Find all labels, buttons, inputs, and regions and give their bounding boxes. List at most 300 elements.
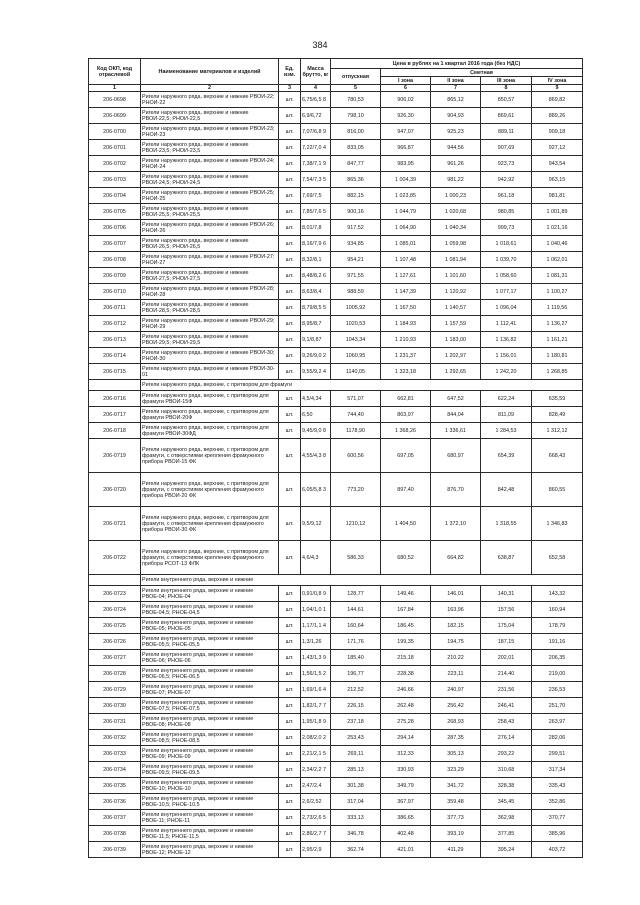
- item-sale-price: 900,16: [331, 204, 381, 220]
- table-row: [89, 602, 583, 618]
- item-name: Ригели наружного ряда, верхние, с притвором для фрамуги РВОИ-30ФД: [141, 423, 279, 439]
- item-name: Ригели внутреннего ряда, верхние и нижние РВОЕ-04; РНОЕ-04: [141, 586, 279, 602]
- item-zone-1-price: 1 404,50: [381, 507, 431, 541]
- item-zone-4-price: 869,82: [532, 92, 583, 108]
- item-name: Ригели внутреннего ряда, верхние и нижние РВОЕ-04,5; РНОЕ-04,5: [141, 602, 279, 618]
- item-zone-4-price: 143,32: [532, 586, 583, 602]
- item-zone-1-price: 330,93: [381, 762, 431, 778]
- item-zone-4-price: 963,15: [532, 172, 583, 188]
- item-unit: шт.: [279, 682, 301, 698]
- header-code: Код ОКП, код отраслевой: [89, 59, 141, 85]
- item-unit: шт.: [279, 698, 301, 714]
- item-zone-3-price: 140,31: [481, 586, 532, 602]
- item-zone-4-price: 191,16: [532, 634, 583, 650]
- item-name: Ригели внутреннего ряда, верхние и нижние РВОЕ-05,5; РНОЕ-05,5: [141, 634, 279, 650]
- table-row: [89, 730, 583, 746]
- item-mass: 8,01/7,8: [301, 220, 331, 236]
- item-zone-2-price: 223,11: [431, 666, 481, 682]
- item-zone-2-price: 1 059,98: [431, 236, 481, 252]
- table-row: [89, 124, 583, 140]
- item-unit: шт.: [279, 810, 301, 826]
- item-code: 206-0715: [89, 364, 141, 380]
- item-zone-4-price: 370,77: [532, 810, 583, 826]
- item-code: 206-0711: [89, 300, 141, 316]
- item-zone-2-price: 1 157,59: [431, 316, 481, 332]
- item-sale-price: 171,76: [331, 634, 381, 650]
- item-zone-2-price: 287,35: [431, 730, 481, 746]
- price-table: [88, 58, 583, 858]
- item-zone-2-price: 1 140,57: [431, 300, 481, 316]
- item-zone-1-price: 906,02: [381, 92, 431, 108]
- table-row: [89, 714, 583, 730]
- table-row: [89, 507, 583, 541]
- item-zone-4-price: 1 040,46: [532, 236, 583, 252]
- item-zone-1-price: 1 044,79: [381, 204, 431, 220]
- item-zone-4-price: 282,06: [532, 730, 583, 746]
- item-zone-4-price: 160,94: [532, 602, 583, 618]
- item-unit: шт.: [279, 507, 301, 541]
- item-zone-2-price: 1 040,34: [431, 220, 481, 236]
- item-unit: шт.: [279, 746, 301, 762]
- item-mass: 9,1/8,87: [301, 332, 331, 348]
- item-zone-4-price: 251,70: [532, 698, 583, 714]
- group-heading-row: [89, 575, 583, 586]
- item-name: Ригели наружного ряда, верхние, с притвором для фрамуги РВОИ-15Ф: [141, 391, 279, 407]
- item-code: 206-0734: [89, 762, 141, 778]
- item-mass: 7,85/7,6 5: [301, 204, 331, 220]
- item-zone-1-price: 1 184,93: [381, 316, 431, 332]
- item-zone-3-price: 187,15: [481, 634, 532, 650]
- item-name: Ригели наружного ряда, верхние и нижние РВОИ-24,5; РНОИ-24,5: [141, 172, 279, 188]
- item-unit: шт.: [279, 650, 301, 666]
- table-row: [89, 300, 583, 316]
- item-zone-3-price: 654,39: [481, 439, 532, 473]
- item-sale-price: 333,13: [331, 810, 381, 826]
- item-mass: 4,5/4,34: [301, 391, 331, 407]
- item-code: 206-0719: [89, 439, 141, 473]
- item-mass: 7,07/6,8 9: [301, 124, 331, 140]
- group-heading: Ригели внутреннего ряда, верхние и нижние: [141, 575, 583, 586]
- item-unit: шт.: [279, 316, 301, 332]
- item-code: 206-0704: [89, 188, 141, 204]
- item-zone-3-price: 175,04: [481, 618, 532, 634]
- item-name: Ригели наружного ряда, верхние и нижние РВОИ-28; РНОИ-28: [141, 284, 279, 300]
- item-zone-3-price: 1 112,41: [481, 316, 532, 332]
- item-zone-4-price: 981,81: [532, 188, 583, 204]
- table-row: [89, 316, 583, 332]
- item-code: 206-0708: [89, 252, 141, 268]
- item-mass: 2,95/2,9: [301, 842, 331, 858]
- item-mass: 1,95/1,8 9: [301, 714, 331, 730]
- item-zone-2-price: 876,70: [431, 473, 481, 507]
- item-zone-2-price: 961,26: [431, 156, 481, 172]
- item-mass: 1,43/1,3 9: [301, 650, 331, 666]
- table-row: [89, 92, 583, 108]
- item-zone-1-price: 662,81: [381, 391, 431, 407]
- item-name: Ригели наружного ряда, верхние и нижние РВОИ-25,5; РНОИ-25,5: [141, 204, 279, 220]
- item-mass: 7,54/7,3 5: [301, 172, 331, 188]
- item-zone-2-price: 393,19: [431, 826, 481, 842]
- item-unit: шт.: [279, 778, 301, 794]
- item-zone-4-price: 206,35: [532, 650, 583, 666]
- item-zone-4-price: 1 136,27: [532, 316, 583, 332]
- item-name: Ригели наружного ряда, верхние и нижние РВОИ-25; РНОИ-25: [141, 188, 279, 204]
- item-zone-3-price: 999,73: [481, 220, 532, 236]
- item-sale-price: 269,11: [331, 746, 381, 762]
- item-zone-3-price: 293,22: [481, 746, 532, 762]
- col-index-4: 4: [301, 85, 331, 92]
- item-mass: 9,55/9,2 4: [301, 364, 331, 380]
- item-mass: 1,82/1,7 7: [301, 698, 331, 714]
- page-number: 384: [312, 40, 328, 50]
- item-zone-4-price: 943,54: [532, 156, 583, 172]
- col-index-5: 5: [331, 85, 381, 92]
- item-zone-4-price: 909,18: [532, 124, 583, 140]
- item-sale-price: 212,52: [331, 682, 381, 698]
- item-zone-2-price: 1 372,10: [431, 507, 481, 541]
- table-row: [89, 842, 583, 858]
- item-zone-2-price: 680,97: [431, 439, 481, 473]
- item-name: Ригели наружного ряда, верхние и нижние РВОИ-24; РНОИ-24: [141, 156, 279, 172]
- item-zone-1-price: 402,48: [381, 826, 431, 842]
- table-row: [89, 762, 583, 778]
- item-zone-1-price: 947,07: [381, 124, 431, 140]
- table-row: [89, 284, 583, 300]
- item-zone-3-price: 362,98: [481, 810, 532, 826]
- item-mass: 2,21/2,1 5: [301, 746, 331, 762]
- item-mass: 2,08/2,0 2: [301, 730, 331, 746]
- table-body: [89, 92, 583, 858]
- item-zone-4-price: 1 021,16: [532, 220, 583, 236]
- item-unit: шт.: [279, 586, 301, 602]
- item-name: Ригели внутреннего ряда, верхние и нижние РВОЕ-07; РНОЕ-07: [141, 682, 279, 698]
- item-zone-1-price: 228,38: [381, 666, 431, 682]
- item-unit: шт.: [279, 156, 301, 172]
- item-zone-2-price: 377,73: [431, 810, 481, 826]
- item-unit: шт.: [279, 541, 301, 575]
- item-code: 206-0731: [89, 714, 141, 730]
- item-zone-3-price: 1 284,53: [481, 423, 532, 439]
- item-zone-2-price: 1 202,97: [431, 348, 481, 364]
- item-unit: шт.: [279, 794, 301, 810]
- item-zone-4-price: 1 312,12: [532, 423, 583, 439]
- item-mass: 8,79/8,5 5: [301, 300, 331, 316]
- col-index-9: 9: [532, 85, 583, 92]
- item-mass: 4,6/4,3: [301, 541, 331, 575]
- table-row: [89, 220, 583, 236]
- item-name: Ригели наружного ряда, верхние, с притвором для фрамуги РВОИ-20Ф: [141, 407, 279, 423]
- item-zone-2-price: 1 101,60: [431, 268, 481, 284]
- item-sale-price: 798,10: [331, 108, 381, 124]
- item-zone-2-price: 256,42: [431, 698, 481, 714]
- item-unit: шт.: [279, 842, 301, 858]
- item-code: 206-0700: [89, 124, 141, 140]
- item-sale-price: 226,15: [331, 698, 381, 714]
- item-name: Ригели наружного ряда, верхние, с притвором для фрамуги, с отверстиями крепления фрамужного прибора РВОИ-30 ФК: [141, 507, 279, 541]
- item-mass: 8,32/8,1: [301, 252, 331, 268]
- item-unit: шт.: [279, 188, 301, 204]
- col-index-8: 8: [481, 85, 532, 92]
- item-code: 206-0707: [89, 236, 141, 252]
- item-zone-4-price: 1 119,56: [532, 300, 583, 316]
- item-sale-price: 744,40: [331, 407, 381, 423]
- item-code: 206-0737: [89, 810, 141, 826]
- item-zone-4-price: 927,12: [532, 140, 583, 156]
- item-unit: шт.: [279, 348, 301, 364]
- item-mass: 1,69/1,6 4: [301, 682, 331, 698]
- item-name: Ригели внутреннего ряда, верхние и нижние РВОЕ-05; РНОЕ-05: [141, 618, 279, 634]
- item-name: Ригели наружного ряда, верхние и нижние РВОИ-28,5; РНОИ-28,5: [141, 300, 279, 316]
- item-zone-4-price: 1 346,83: [532, 507, 583, 541]
- item-sale-price: 773,20: [331, 473, 381, 507]
- item-code: 206-0722: [89, 541, 141, 575]
- item-sale-price: 1060,95: [331, 348, 381, 364]
- item-unit: шт.: [279, 391, 301, 407]
- item-name: Ригели внутреннего ряда, верхние и нижние РВОЕ-10; РНОЕ-10: [141, 778, 279, 794]
- item-zone-1-price: 262,48: [381, 698, 431, 714]
- col-index-6: 6: [381, 85, 431, 92]
- header-zone-3: III зона: [481, 77, 532, 85]
- item-mass: 1,3/1,26: [301, 634, 331, 650]
- item-unit: шт.: [279, 252, 301, 268]
- item-zone-4-price: 263,97: [532, 714, 583, 730]
- item-code: 206-0726: [89, 634, 141, 650]
- item-zone-1-price: 275,28: [381, 714, 431, 730]
- item-code: 206-0723: [89, 586, 141, 602]
- group-heading: Ригели наружного ряда, верхние, с притвором для фрамуги: [141, 380, 583, 391]
- item-unit: шт.: [279, 300, 301, 316]
- item-zone-2-price: 268,93: [431, 714, 481, 730]
- item-sale-price: 362,74: [331, 842, 381, 858]
- item-zone-3-price: 1 242,20: [481, 364, 532, 380]
- item-mass: 7,38/7,1 9: [301, 156, 331, 172]
- item-mass: 9,5/9,12: [301, 507, 331, 541]
- item-zone-3-price: 276,14: [481, 730, 532, 746]
- item-sale-price: 1020,53: [331, 316, 381, 332]
- item-mass: 1,17/1,1 4: [301, 618, 331, 634]
- item-code: 206-0706: [89, 220, 141, 236]
- item-zone-3-price: 1 136,82: [481, 332, 532, 348]
- item-name: Ригели наружного ряда, верхние и нижние РВОИ-23; РНОИ-23: [141, 124, 279, 140]
- table-row: [89, 634, 583, 650]
- item-zone-4-price: 889,26: [532, 108, 583, 124]
- item-zone-4-price: 299,51: [532, 746, 583, 762]
- item-sale-price: 954,21: [331, 252, 381, 268]
- table-row: [89, 268, 583, 284]
- item-zone-3-price: 395,24: [481, 842, 532, 858]
- item-zone-3-price: 377,85: [481, 826, 532, 842]
- item-sale-price: 1140,05: [331, 364, 381, 380]
- item-sale-price: 237,18: [331, 714, 381, 730]
- table-row: [89, 666, 583, 682]
- item-sale-price: 128,77: [331, 586, 381, 602]
- header-price: Цена в рублях на 1 квартал 2016 года (без НДС): [331, 59, 583, 69]
- table-row: [89, 332, 583, 348]
- item-zone-1-price: 349,79: [381, 778, 431, 794]
- header-sale: отпускная: [331, 69, 381, 85]
- item-sale-price: 1210,12: [331, 507, 381, 541]
- table-row: [89, 348, 583, 364]
- item-zone-4-price: 335,43: [532, 778, 583, 794]
- item-code: 206-0716: [89, 391, 141, 407]
- item-name: Ригели наружного ряда, верхние и нижние РВОИ-29,5; РНОИ-29,5: [141, 332, 279, 348]
- item-zone-3-price: 842,48: [481, 473, 532, 507]
- item-zone-2-price: 1 336,61: [431, 423, 481, 439]
- table-row: [89, 423, 583, 439]
- item-sale-price: 196,77: [331, 666, 381, 682]
- item-mass: 0,91/0,8 9: [301, 586, 331, 602]
- col-index-1: 1: [89, 85, 141, 92]
- item-code: 206-0724: [89, 602, 141, 618]
- item-unit: шт.: [279, 634, 301, 650]
- item-code: 206-0735: [89, 778, 141, 794]
- item-zone-1-price: 386,65: [381, 810, 431, 826]
- item-name: Ригели внутреннего ряда, верхние и нижние РВОЕ-09,5; РНОЕ-09,5: [141, 762, 279, 778]
- item-unit: шт.: [279, 140, 301, 156]
- table-row: [89, 682, 583, 698]
- item-zone-2-price: 647,52: [431, 391, 481, 407]
- item-sale-price: 816,00: [331, 124, 381, 140]
- table-row: [89, 746, 583, 762]
- item-zone-3-price: 1 077,17: [481, 284, 532, 300]
- item-zone-1-price: 149,46: [381, 586, 431, 602]
- table-row: [89, 364, 583, 380]
- item-zone-3-price: 1 058,60: [481, 268, 532, 284]
- item-zone-3-price: 811,09: [481, 407, 532, 423]
- item-name: Ригели наружного ряда, верхние и нижние РВОИ-26; РНОИ-26: [141, 220, 279, 236]
- item-zone-2-price: 904,93: [431, 108, 481, 124]
- item-zone-4-price: 1 100,27: [532, 284, 583, 300]
- item-zone-3-price: 638,87: [481, 541, 532, 575]
- item-sale-price: 144,61: [331, 602, 381, 618]
- item-zone-3-price: 1 039,70: [481, 252, 532, 268]
- item-sale-price: 780,53: [331, 92, 381, 108]
- item-zone-4-price: 828,49: [532, 407, 583, 423]
- item-zone-4-price: 1 062,01: [532, 252, 583, 268]
- table-row: [89, 778, 583, 794]
- item-zone-1-price: 1 085,01: [381, 236, 431, 252]
- item-sale-price: 917,52: [331, 220, 381, 236]
- item-mass: 1,04/1,0 1: [301, 602, 331, 618]
- item-zone-4-price: 635,59: [532, 391, 583, 407]
- item-zone-1-price: 167,84: [381, 602, 431, 618]
- table-row: [89, 391, 583, 407]
- item-zone-3-price: 1 096,04: [481, 300, 532, 316]
- item-unit: шт.: [279, 364, 301, 380]
- item-zone-3-price: 1 018,61: [481, 236, 532, 252]
- item-name: Ригели наружного ряда, верхние, с притвором для фрамуги, с отверстиями крепления фрамужного прибора РСОТ-13 ФЛК: [141, 541, 279, 575]
- item-zone-2-price: 182,15: [431, 618, 481, 634]
- table-row: [89, 650, 583, 666]
- item-zone-3-price: 622,24: [481, 391, 532, 407]
- item-mass: 7,69/7,5: [301, 188, 331, 204]
- item-unit: шт.: [279, 473, 301, 507]
- col-index-2: 2: [141, 85, 279, 92]
- header-name: Наименование материалов и изделий: [141, 59, 279, 85]
- item-zone-2-price: 341,72: [431, 778, 481, 794]
- item-zone-2-price: 163,96: [431, 602, 481, 618]
- item-sale-price: 833,05: [331, 140, 381, 156]
- item-unit: шт.: [279, 714, 301, 730]
- item-code: 206-0729: [89, 682, 141, 698]
- item-unit: шт.: [279, 204, 301, 220]
- item-unit: шт.: [279, 666, 301, 682]
- item-code: 206-0703: [89, 172, 141, 188]
- item-mass: 6,75/6,5 8: [301, 92, 331, 108]
- item-zone-1-price: 1 107,48: [381, 252, 431, 268]
- item-zone-3-price: 1 156,01: [481, 348, 532, 364]
- table-row: [89, 794, 583, 810]
- item-name: Ригели внутреннего ряда, верхние и нижние РВОЕ-11,5; РНОЕ-11,5: [141, 826, 279, 842]
- item-zone-3-price: 961,18: [481, 188, 532, 204]
- item-unit: шт.: [279, 618, 301, 634]
- item-mass: 7,22/7,0 4: [301, 140, 331, 156]
- item-zone-2-price: 1 020,68: [431, 204, 481, 220]
- item-zone-3-price: 214,40: [481, 666, 532, 682]
- item-zone-2-price: 865,12: [431, 92, 481, 108]
- item-sale-price: 1005,92: [331, 300, 381, 316]
- table-row: [89, 252, 583, 268]
- item-zone-4-price: 219,00: [532, 666, 583, 682]
- item-code: 206-0705: [89, 204, 141, 220]
- item-zone-2-price: 194,75: [431, 634, 481, 650]
- item-zone-1-price: 246,66: [381, 682, 431, 698]
- table-row: [89, 439, 583, 473]
- item-mass: 2,73/2,6 5: [301, 810, 331, 826]
- item-code: 206-0733: [89, 746, 141, 762]
- table-row: [89, 541, 583, 575]
- item-sale-price: 971,55: [331, 268, 381, 284]
- item-unit: шт.: [279, 172, 301, 188]
- item-sale-price: 600,56: [331, 439, 381, 473]
- item-zone-1-price: 186,45: [381, 618, 431, 634]
- item-zone-1-price: 1 023,85: [381, 188, 431, 204]
- item-zone-1-price: 1 064,90: [381, 220, 431, 236]
- item-zone-2-price: 411,29: [431, 842, 481, 858]
- item-zone-2-price: 1 000,23: [431, 188, 481, 204]
- item-sale-price: 253,43: [331, 730, 381, 746]
- item-zone-4-price: 1 268,85: [532, 364, 583, 380]
- item-zone-2-price: 1 120,92: [431, 284, 481, 300]
- item-zone-2-price: 1 081,94: [431, 252, 481, 268]
- item-mass: 8,16/7,9 6: [301, 236, 331, 252]
- item-zone-1-price: 966,87: [381, 140, 431, 156]
- item-zone-3-price: 231,56: [481, 682, 532, 698]
- item-zone-4-price: 652,58: [532, 541, 583, 575]
- item-unit: шт.: [279, 332, 301, 348]
- item-name: Ригели внутреннего ряда, верхние и нижние РВОЕ-08,5; РНОЕ-08,5: [141, 730, 279, 746]
- item-unit: шт.: [279, 762, 301, 778]
- item-code: 206-0699: [89, 108, 141, 124]
- item-unit: шт.: [279, 826, 301, 842]
- item-zone-4-price: 1 180,81: [532, 348, 583, 364]
- item-name: Ригели наружного ряда, верхние и нижние РВОИ-27; РНОИ-27: [141, 252, 279, 268]
- item-zone-1-price: 312,33: [381, 746, 431, 762]
- item-sale-price: 317,04: [331, 794, 381, 810]
- item-sale-price: 1043,34: [331, 332, 381, 348]
- item-code: 206-0732: [89, 730, 141, 746]
- item-code: 206-0720: [89, 473, 141, 507]
- item-zone-3-price: 157,56: [481, 602, 532, 618]
- item-name: Ригели наружного ряда, верхние и нижние РВОИ-23,5; РНОИ-23,5: [141, 140, 279, 156]
- item-zone-3-price: 246,41: [481, 698, 532, 714]
- item-unit: шт.: [279, 284, 301, 300]
- item-mass: 9,26/9,0 2: [301, 348, 331, 364]
- item-zone-2-price: 359,48: [431, 794, 481, 810]
- item-zone-1-price: 1 167,50: [381, 300, 431, 316]
- item-zone-1-price: 1 323,18: [381, 364, 431, 380]
- item-zone-2-price: 305,13: [431, 746, 481, 762]
